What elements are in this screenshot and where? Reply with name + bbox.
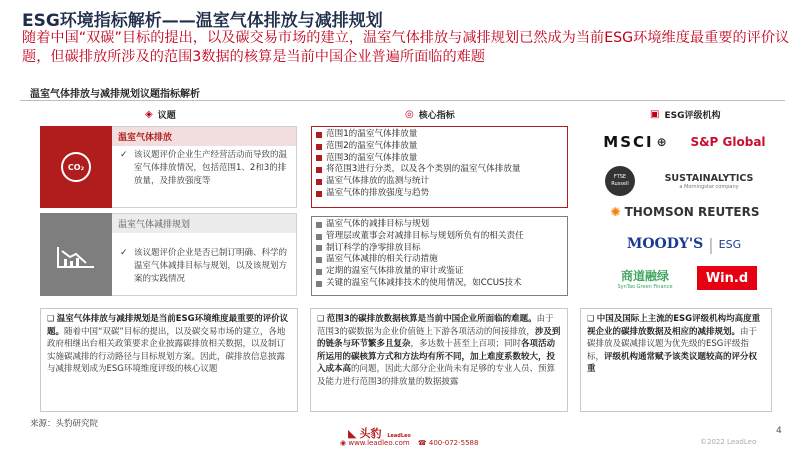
copyright: ©2022 LeadLeo	[700, 438, 757, 446]
phone-icon: ☎	[417, 439, 429, 447]
layers-icon: ◈	[145, 108, 153, 120]
globe-icon: ◉	[340, 439, 349, 447]
topic-title: 温室气体排放	[112, 127, 296, 146]
leopard-icon: ◣	[348, 427, 357, 440]
column-header-agencies: ▣ ESG评级机构	[650, 108, 721, 121]
website-link[interactable]: www.leadleo.com	[348, 439, 410, 447]
co2-icon: CO₂	[61, 152, 91, 182]
indicator-item: 管理层或董事会对减排目标与规划所负有的相关责任	[316, 231, 563, 243]
summary-box-middle: ❑ 范围3的碳排放数据核算是当前中国企业所面临的难题。由于范围3的碳数据为企业价值链上下游各项活动的间接排放，涉及到的链条与环节繁多且复杂，多达数十甚至上百项；同时各项活动所运用的碳核算方式和方法均有所不同，加上难度系数较大，投入成本高的问题，因此大部分企业尚未有足够的专业人员、预算及能力进行范围3的排放量的数据披露	[310, 308, 568, 412]
topic-card-emission	[112, 126, 297, 208]
topic-icon-panel-reduction	[40, 213, 112, 296]
summary-box-left: ❑ 温室气体排放与减排规划是当前ESG环境维度最重要的评价议题。随着中国“双碳”目标的提出，以及碳交易市场的建立，各地政府相继出台相关政策要求企业披露碳排放相关数据，以及制订实施碳减排的行动路径与目标规划方案。因此，碳排放信息披露与减排规划成为ESG环境维度评级的核心议题	[40, 308, 298, 412]
section-divider	[20, 100, 785, 101]
indicator-item: 制订科学的净零排放目标	[316, 243, 563, 255]
footer-contact: ◉ www.leadleo.com ☎ 400-072-5588	[340, 439, 479, 447]
chart-down-icon	[56, 245, 96, 269]
topic-icon-panel-emission	[40, 126, 112, 208]
indicator-item: 温室气体的排放强度与趋势	[316, 188, 563, 200]
core-indicators-reduction	[311, 216, 568, 296]
leadleo-logo: ◣ 头豹 LeadLeo	[348, 427, 411, 440]
column-header-core: ◎ 核心指标	[405, 108, 455, 121]
agency-logo-grid	[597, 126, 772, 296]
indicator-item: 温室气体减排的相关行动措施	[316, 254, 563, 266]
topic-card-reduction	[112, 213, 297, 296]
target-icon: ◎	[405, 108, 414, 120]
topic-description: 该议题评价企业生产经营活动而导致的温室气体排放情况，包括范围1、2和3的排放量，及排放强度等	[134, 150, 288, 186]
page-title: ESG环境指标解析——温室气体排放与减排规划	[22, 11, 383, 31]
wind-logo: Win.d	[697, 266, 757, 290]
page-number: 4	[776, 426, 782, 436]
check-icon: ✓	[120, 150, 128, 160]
indicator-item: 关键的温室气体减排技术的使用情况，如CCUS技术	[316, 278, 563, 290]
indicator-item: 将范围3进行分类，以及各个类别的温室气体排放量	[316, 164, 563, 176]
thomson-reuters-logo: ✺ THOMSON REUTERS	[610, 205, 760, 219]
page-subtitle: 随着中国“双碳”目标的提出，以及碳交易市场的建立，温室气体排放与减排规划已然成为当前ESG环境维度最重要的评价议题，但碳排放所涉及的范围3数据的核算是当前中国企业普遍所面临的难题	[22, 30, 790, 65]
section-title: 温室气体排放与减排规划议题指标解析	[30, 89, 200, 100]
summary-box-right: ❑ 中国及国际上主流的ESG评级机构均高度重视企业的碳排放数据及相应的减排规划。由于碳排放及碳减排议题为优先级的ESG评级指标，评级机构通常赋予该类议题较高的评分权重	[580, 308, 772, 412]
core-indicators-emission	[311, 126, 568, 208]
column-header-topic: ◈ 议题	[145, 108, 176, 121]
source-note: 来源：头豹研究院	[30, 419, 99, 429]
moodys-esg-logo: MOODY'S | ESG	[626, 234, 742, 254]
indicator-item: 范围1的温室气体排放量	[316, 129, 563, 141]
bookmark-icon: ▣	[650, 108, 660, 120]
sp-global-logo: S&P Global	[690, 135, 766, 149]
sustainalytics-logo: SUSTAINALYTICS a Morningstar company	[664, 172, 754, 190]
check-icon: ✓	[120, 248, 128, 258]
indicator-item: 定期的温室气体排放量的审计或鉴证	[316, 266, 563, 278]
indicator-item: 范围3的温室气体排放量	[316, 153, 563, 165]
indicator-item: 温室气体的减排目标与规划	[316, 219, 563, 231]
topic-description: 该议题评价企业是否已制订明确、科学的温室气体减排目标与规划，以及该规划方案的实践情况	[134, 248, 288, 284]
msci-logo: MSCI ⊕	[603, 133, 669, 151]
syntao-logo: 商道融绿 SynTao Green Finance	[617, 268, 673, 290]
ftse-russell-logo: FTSE Russell	[605, 166, 635, 196]
topic-title: 温室气体减排规划	[112, 214, 296, 233]
indicator-item: 温室气体排放的监测与统计	[316, 176, 563, 188]
indicator-item: 范围2的温室气体排放量	[316, 141, 563, 153]
